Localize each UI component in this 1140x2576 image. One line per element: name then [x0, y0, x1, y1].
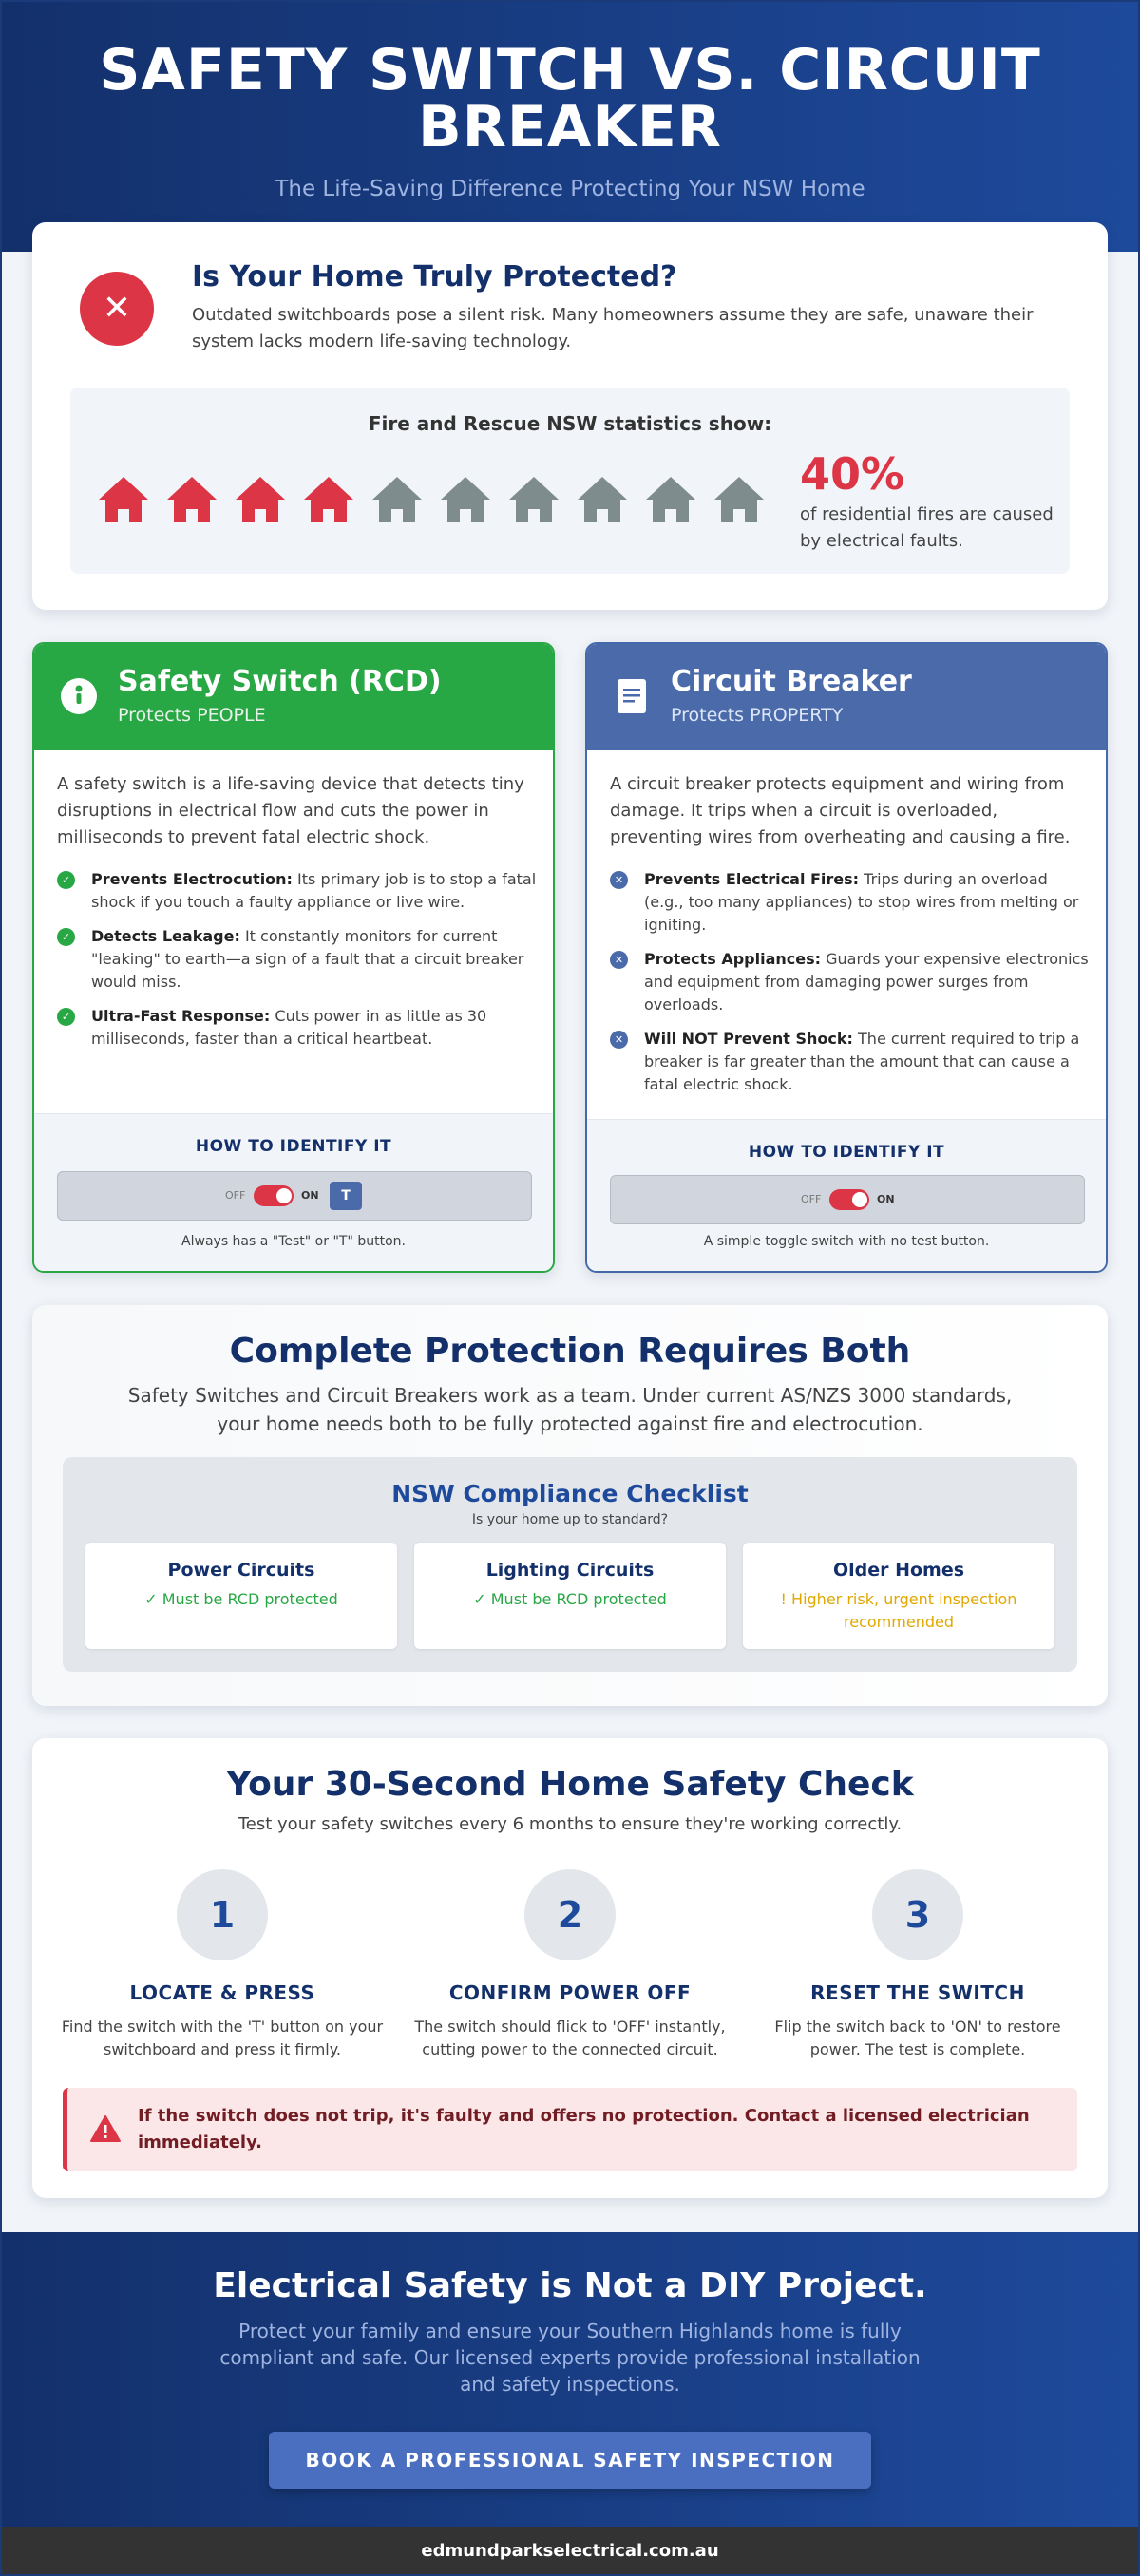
document-icon	[612, 676, 652, 716]
x-icon: ✕	[610, 871, 628, 889]
on-label: ON	[877, 1193, 895, 1205]
switch-illustration	[610, 1175, 1085, 1224]
feature-text: Cuts power in as little as 30 milliseconds, faster than a critical heartbeat.	[91, 1007, 487, 1048]
stat-value: 40%	[800, 448, 905, 500]
feature-text: Its primary job is to stop a fatal shock if you touch a faulty appliance or live wire.	[91, 870, 537, 911]
checklist-title: NSW Compliance Checklist	[391, 1480, 749, 1507]
safety-switch-title: Safety Switch (RCD)	[118, 665, 442, 698]
checklist-item-title: Older Homes	[832, 1560, 965, 1581]
checklist-subtitle: Is your home up to standard?	[471, 1512, 669, 1527]
feature-label: Detects Leakage:	[91, 927, 240, 945]
step-number: 2	[524, 1869, 616, 1960]
check-icon: ✓	[57, 871, 75, 889]
safety-check-title: Your 30-Second Home Safety Check	[226, 1765, 914, 1804]
step-number: 1	[177, 1869, 268, 1960]
step-number: 3	[872, 1869, 963, 1960]
safety-switch-subtitle: Protects PEOPLE	[118, 705, 266, 726]
house-icon	[234, 473, 287, 526]
check-icon: ✓	[57, 1008, 75, 1026]
switch-illustration	[57, 1171, 532, 1221]
feature-label: Will NOT Prevent Shock:	[644, 1030, 853, 1048]
step-title: LOCATE & PRESS	[129, 1981, 315, 2004]
checklist-item-status: ✓ Must be RCD protected	[144, 1590, 338, 1608]
footer-site-link[interactable]: edmundparkselectrical.com.au	[0, 2527, 1140, 2576]
feature-label: Prevents Electrical Fires:	[644, 870, 860, 888]
identify-title: HOW TO IDENTIFY IT	[748, 1143, 945, 1162]
checklist-item-status: ! Higher risk, urgent inspection recommended	[780, 1590, 1017, 1631]
protection-text: Outdated switchboards pose a silent risk. Many homeowners assume they are safe, unaware their system lacks modern life-saving technology.	[192, 305, 1034, 351]
compliance-checklist	[63, 1457, 1077, 1672]
house-icon	[97, 473, 150, 526]
call-to-action	[0, 2232, 1140, 2527]
checklist-item-lighting	[414, 1543, 726, 1649]
checklist-item-status: ✓ Must be RCD protected	[473, 1590, 667, 1608]
step-text: Find the switch with the 'T' button on your switchboard and press it firmly.	[61, 2017, 384, 2058]
identify-note: Always has a "Test" or "T" button.	[181, 1234, 406, 1249]
circuit-breaker-header	[587, 644, 1106, 750]
warning-triangle-icon	[90, 2114, 121, 2143]
checklist-item-older-homes	[743, 1543, 1054, 1649]
feature-label: Protects Appliances:	[644, 950, 822, 968]
stats-label: Fire and Rescue NSW statistics show:	[368, 412, 772, 435]
safety-check-subtitle: Test your safety switches every 6 months to ensure they're working correctly.	[238, 1814, 902, 1834]
feature-label: Ultra-Fast Response:	[91, 1007, 271, 1025]
complete-protection-card	[32, 1305, 1108, 1706]
step-title: RESET THE SWITCH	[810, 1981, 1025, 2004]
house-icon	[507, 473, 560, 526]
page-subtitle: The Life-Saving Difference Protecting Your NSW Home	[275, 177, 865, 201]
house-icon	[644, 473, 697, 526]
x-icon: ✕	[610, 1031, 628, 1049]
house-icon	[165, 473, 218, 526]
book-inspection-button[interactable]: BOOK A PROFESSIONAL SAFETY INSPECTION	[269, 2432, 871, 2489]
feature-text: It constantly monitors for current "leaking" to earth—a sign of a fault that a circuit breaker would miss.	[91, 927, 524, 991]
checklist-item-title: Lighting Circuits	[485, 1560, 655, 1581]
house-icon	[576, 473, 629, 526]
feature-text: Trips during an overload (e.g., too many appliances) to stop wires from melting or igniting.	[644, 870, 1079, 934]
cta-title: Electrical Safety is Not a DIY Project.	[213, 2266, 927, 2305]
step-title: CONFIRM POWER OFF	[448, 1981, 692, 2004]
circuit-breaker-intro: A circuit breaker protects equipment and wiring from damage. It trips when a circuit is overloaded, preventing wires from overheating and causing a fire.	[610, 774, 1071, 847]
identify-note: A simple toggle switch with no test button.	[703, 1234, 990, 1249]
x-icon: ✕	[80, 272, 154, 346]
protection-card	[32, 222, 1108, 610]
house-icon	[370, 473, 424, 526]
stat-caption: of residential fires are caused by electrical faults.	[800, 504, 1054, 551]
off-label: OFF	[225, 1189, 246, 1202]
checklist-item-power	[86, 1543, 397, 1649]
feature-text: The current required to trip a breaker is far greater than the amount that can cause a fatal electric shock.	[644, 1030, 1080, 1093]
complete-text: Safety Switches and Circuit Breakers work as a team. Under current AS/NZS 3000 standards, your home needs both to be fully protected against fire and electrocution.	[127, 1384, 1013, 1435]
warning-box	[63, 2088, 1077, 2171]
step-text: The switch should flick to 'OFF' instantly, cutting power to the connected circuit.	[414, 2017, 726, 2058]
off-label: OFF	[801, 1193, 822, 1205]
step-text: Flip the switch back to 'ON' to restore power. The test is complete.	[774, 2017, 1061, 2058]
test-button: T	[330, 1182, 362, 1210]
circuit-breaker-title: Circuit Breaker	[671, 665, 912, 698]
identify-title: HOW TO IDENTIFY IT	[195, 1137, 392, 1156]
x-icon: ✕	[610, 951, 628, 969]
safety-switch-identify	[34, 1113, 553, 1271]
safety-switch-card	[32, 642, 555, 1273]
stats-box	[70, 388, 1070, 574]
safety-switch-header	[34, 644, 553, 750]
toggle-switch	[254, 1185, 294, 1206]
safety-switch-intro: A safety switch is a life-saving device that detects tiny disruptions in electrical flow and cuts the power in milliseconds to prevent fatal electric shock.	[57, 774, 524, 847]
circuit-breaker-subtitle: Protects PROPERTY	[671, 705, 844, 726]
on-label: ON	[301, 1189, 319, 1202]
cta-text: Protect your family and ensure your Southern Highlands home is fully compliant and safe. Our licensed experts provide professional installation and safety inspections.	[219, 2320, 921, 2396]
warning-text: If the switch does not trip, it's faulty and offers no protection. Contact a licensed electrician immediately.	[138, 2106, 1030, 2152]
checklist-item-title: Power Circuits	[167, 1560, 315, 1581]
page-title: SAFETY SWITCH VS. CIRCUIT BREAKER	[99, 37, 1041, 161]
safety-check-card	[32, 1738, 1108, 2198]
person-icon	[59, 676, 99, 716]
circuit-breaker-identify	[587, 1119, 1106, 1271]
toggle-switch	[829, 1189, 869, 1210]
house-icon	[439, 473, 492, 526]
house-icon	[302, 473, 355, 526]
complete-title: Complete Protection Requires Both	[229, 1332, 911, 1371]
feature-text: Guards your expensive electronics and equipment from damaging power surges from overloads.	[644, 950, 1089, 1013]
house-icon	[712, 473, 766, 526]
circuit-breaker-card	[585, 642, 1108, 1273]
hero-header	[0, 0, 1140, 252]
feature-label: Prevents Electrocution:	[91, 870, 293, 888]
protection-title: Is Your Home Truly Protected?	[192, 260, 677, 294]
check-icon: ✓	[57, 928, 75, 946]
